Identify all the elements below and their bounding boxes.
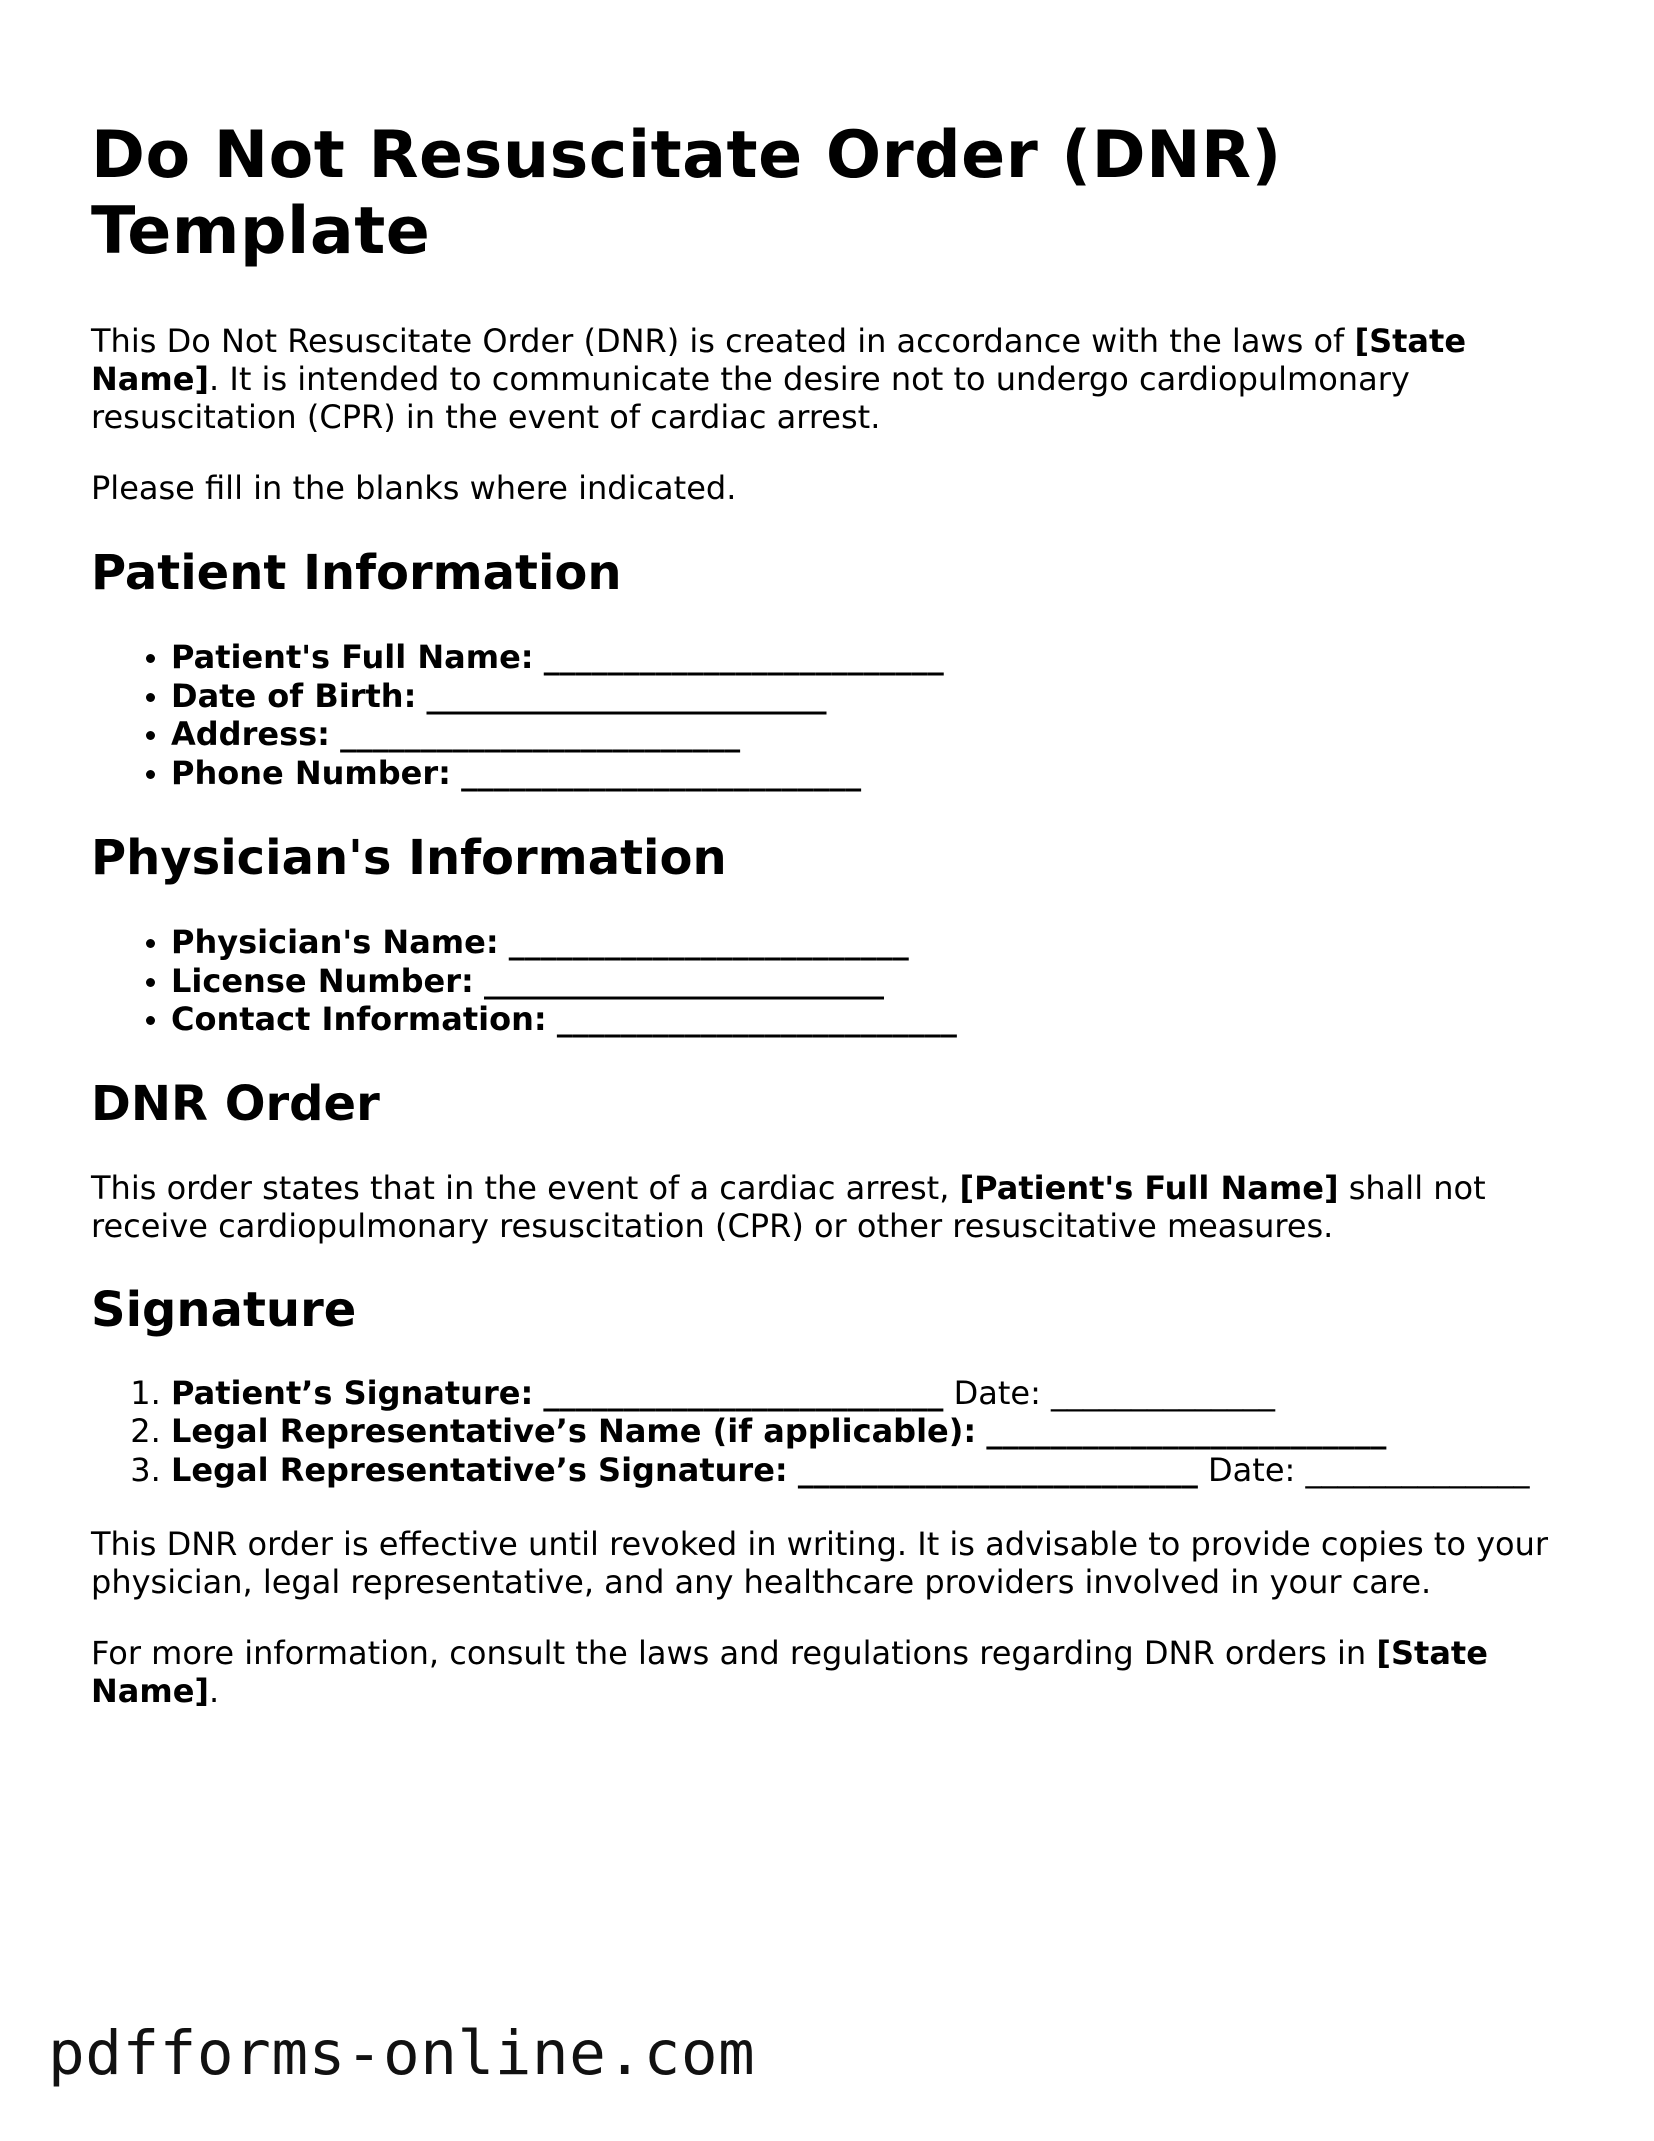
signature-list <box>91 1374 1571 1490</box>
state-name-placeholder: [State Name] <box>91 322 1467 398</box>
field-label: Date of Birth: <box>171 676 417 715</box>
intro-paragraph <box>91 322 1571 436</box>
field-label: Phone Number: <box>171 753 451 792</box>
date-label: Date: <box>1208 1450 1296 1489</box>
page-title: Do Not Resuscitate Order (DNR) Template <box>91 118 1282 269</box>
list-item <box>171 677 1571 716</box>
address-blank[interactable]: _________________________ <box>340 715 741 753</box>
date-of-birth-blank[interactable]: _________________________ <box>426 676 827 715</box>
list-item <box>171 1451 1571 1490</box>
effective-note: This DNR order is effective until revoked in writing. It is advisable to provide copies to your physician, legal representative, and any healthcare providers involved in your care. <box>91 1525 1549 1601</box>
date-label: Date: <box>953 1373 1041 1412</box>
patient-signature-date-blank[interactable]: ______________ <box>1051 1373 1276 1412</box>
list-item <box>171 715 1571 754</box>
order-text-end: shall not receive cardiopulmonary resuscitation (CPR) or other resuscitative measures. <box>91 1168 1486 1245</box>
license-number-blank[interactable]: _________________________ <box>483 961 884 1000</box>
section-heading-dnr-order: DNR Order <box>91 1075 380 1132</box>
intro-text-start: This Do Not Resuscitate Order (DNR) is created in accordance with the laws of <box>91 322 1355 360</box>
field-label: Patient's Full Name: <box>171 638 534 676</box>
section-heading-signature: Signature <box>91 1281 357 1338</box>
phone-number-blank[interactable]: _________________________ <box>461 753 862 792</box>
list-item <box>171 1374 1571 1413</box>
patient-signature-blank[interactable]: _________________________ <box>543 1373 944 1412</box>
fill-instructions: Please fill in the blanks where indicated. <box>91 469 737 507</box>
field-label: License Number: <box>171 961 474 1000</box>
field-label: Patient’s Signature: <box>171 1373 534 1412</box>
field-label: Address: <box>171 715 330 753</box>
more-info-paragraph <box>91 1634 1571 1710</box>
physician-info-list <box>91 923 1571 1039</box>
list-item <box>171 1412 1571 1451</box>
field-label: Legal Representative’s Name (if applicable): <box>171 1412 977 1450</box>
list-item <box>171 1000 1571 1039</box>
representative-signature-date-blank[interactable]: ______________ <box>1305 1450 1530 1489</box>
patient-name-placeholder: [Patient's Full Name] <box>959 1168 1339 1207</box>
representative-signature-blank[interactable]: _________________________ <box>797 1450 1198 1489</box>
patient-info-list <box>91 638 1571 792</box>
field-label: Physician's Name: <box>171 923 499 961</box>
watermark: pdfforms-online.com <box>48 2018 756 2089</box>
more-info-text-end: . <box>209 1672 220 1710</box>
field-label: Contact Information: <box>171 1000 547 1038</box>
list-item <box>171 923 1571 962</box>
list-item <box>171 754 1571 793</box>
document-page <box>91 118 1571 1710</box>
patient-name-blank[interactable]: _________________________ <box>543 638 944 676</box>
intro-text-end: . It is intended to communicate the desire not to undergo cardiopulmonary resuscitation (CPR) in the event of cardiac arrest. <box>91 360 1410 436</box>
dnr-order-paragraph <box>91 1169 1571 1245</box>
section-heading-patient: Patient Information <box>91 545 622 601</box>
physician-name-blank[interactable]: _________________________ <box>508 923 909 961</box>
more-info-text-start: For more information, consult the laws and regulations regarding DNR orders in <box>91 1634 1377 1672</box>
section-heading-physician: Physician's Information <box>91 830 727 886</box>
contact-information-blank[interactable]: _________________________ <box>556 1000 957 1038</box>
field-label: Legal Representative’s Signature: <box>171 1450 788 1489</box>
list-item <box>171 962 1571 1001</box>
representative-name-blank[interactable]: _________________________ <box>986 1412 1387 1450</box>
state-name-placeholder: [State Name] <box>91 1634 1488 1710</box>
list-item <box>171 638 1571 677</box>
order-text-start: This order states that in the event of a cardiac arrest, <box>91 1168 960 1207</box>
